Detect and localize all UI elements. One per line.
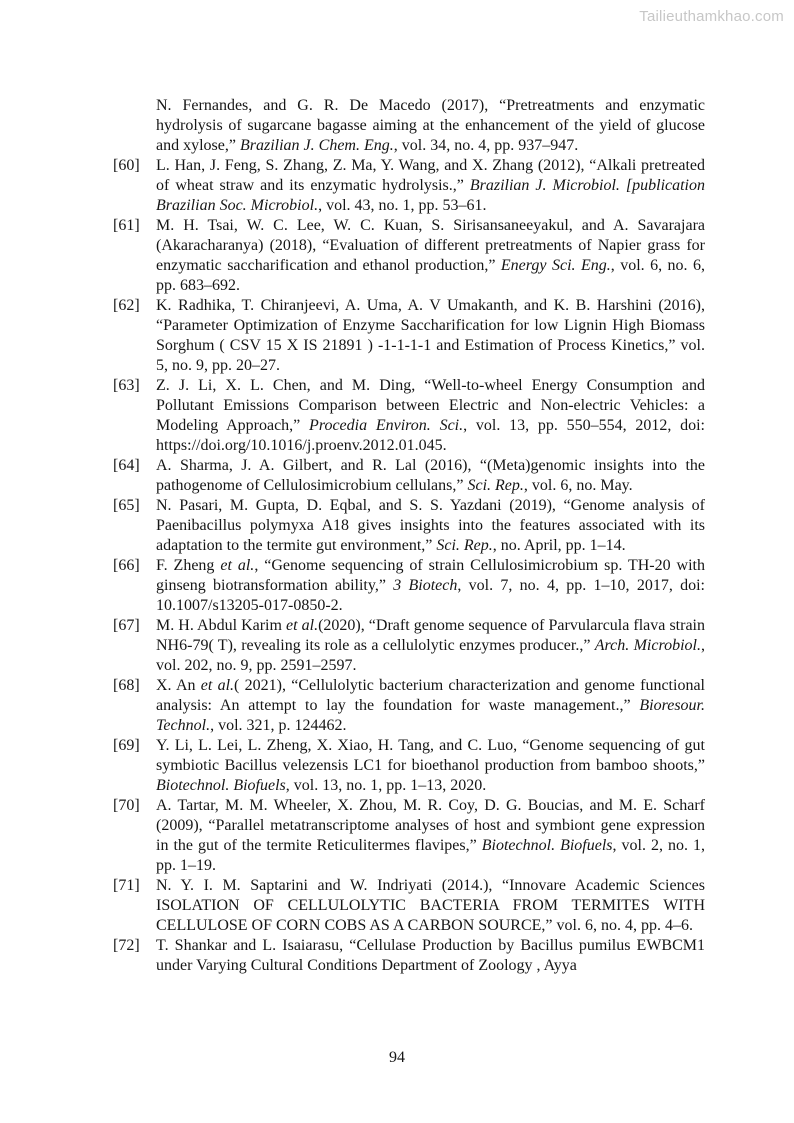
reference-item [113, 216, 705, 296]
reference-text [156, 97, 705, 154]
reference-segment: K. Radhika, T. Chiranjeevi, A. Uma, A. V Umakanth, and K. B. Harshini (2016), “Parameter Optimization of Enzyme Saccharification for low Lignin High Biomass Sorghum ( CSV 15 X IS 21891 ) -1-1-1-1 and Estimation of Process Kinetics,” vol. 5, no. 9, pp. 20–27. [156, 297, 705, 374]
reference-segment: , “Genome sequencing of strain Cellulosimicrobium sp. TH-20 with ginseng biotransformation ability,” [156, 557, 705, 594]
reference-segment: ( 2021), “Cellulolytic bacterium characterization and genome functional analysis: An attempt to lay the foundation for waste management.,” [156, 677, 705, 714]
references-list [113, 96, 705, 976]
reference-text [156, 157, 705, 214]
reference-segment: N. Pasari, M. Gupta, D. Eqbal, and S. S. Yazdani (2019), “Genome analysis of Paenibacillus polymyxa A18 gives insights into the features associated with its adaptation to the termite gut environment,” [156, 497, 705, 554]
reference-text [156, 617, 705, 674]
reference-number: [71] [113, 877, 140, 894]
reference-segment: , vol. 34, no. 4, pp. 937–947. [393, 137, 579, 154]
reference-segment-italic: 3 Biotech [393, 577, 458, 594]
reference-segment: , vol. 43, no. 1, pp. 53–61. [318, 197, 487, 214]
reference-segment: , vol. 6, no. 6, pp. 683–692. [156, 257, 706, 294]
reference-item [113, 876, 705, 936]
reference-item [113, 496, 705, 556]
reference-item [113, 456, 705, 496]
reference-segment: T. Shankar and L. Isaiarasu, “Cellulase Production by Bacillus pumilus EWBCM1 under Varying Cultural Conditions Department of Zoology , Ayya [156, 937, 705, 974]
reference-text [156, 557, 705, 614]
reference-segment-italic: Bioresour. Technol. [156, 697, 705, 734]
reference-text [156, 457, 705, 494]
reference-segment-italic: et al. [220, 557, 255, 574]
reference-segment: N. Y. I. M. Saptarini and W. Indriyati (2014.), “Innovare Academic Sciences ISOLATION OF CELLULOLYTIC BACTERIA FROM TERMITES WITH CELLULOSE OF CORN COBS AS A CARBON SOURCE,” vol. 6, no. 4, pp. 4–6. [156, 877, 705, 934]
reference-segment: , vol. 321, p. 124462. [210, 717, 347, 734]
reference-segment-italic: Procedia Environ. Sci. [309, 417, 464, 434]
reference-text [156, 217, 705, 294]
reference-segment-italic: Energy Sci. Eng. [500, 257, 611, 274]
reference-segment: , no. April, pp. 1–14. [492, 537, 626, 554]
reference-number: [65] [113, 497, 140, 514]
reference-number: [68] [113, 677, 140, 694]
reference-text [156, 737, 705, 794]
reference-number: [70] [113, 797, 140, 814]
reference-item [113, 736, 705, 796]
reference-segment-italic: Brazilian J. Chem. Eng. [239, 137, 394, 154]
reference-item [113, 296, 705, 376]
reference-segment-italic: Biotechnol. Biofuels [156, 777, 286, 794]
reference-item [113, 156, 705, 216]
reference-text [156, 937, 705, 974]
reference-segment: , vol. 13, pp. 550–554, 2012, doi: https://doi.org/10.1016/j.proenv.2012.01.045. [156, 417, 705, 454]
reference-item [113, 616, 705, 676]
reference-segment: N. Fernandes, and G. R. De Macedo (2017), “Pretreatments and enzymatic hydrolysis of sugarcane bagasse aiming at the enhancement of the yield of glucose and xylose,” [156, 97, 705, 154]
reference-number: [67] [113, 617, 140, 634]
reference-segment: L. Han, J. Feng, S. Zhang, Z. Ma, Y. Wang, and X. Zhang (2012), “Alkali pretreated of wheat straw and its enzymatic hydrolysis.,” [156, 157, 705, 194]
reference-item [113, 796, 705, 876]
reference-item [113, 96, 705, 156]
reference-segment-italic: Sci. Rep. [467, 477, 524, 494]
reference-segment-italic: et al. [200, 677, 235, 694]
watermark: Tailieuthamkhao.com [639, 8, 784, 25]
reference-number: [64] [113, 457, 140, 474]
reference-item [113, 556, 705, 616]
reference-number: [62] [113, 297, 140, 314]
reference-segment: Y. Li, L. Lei, L. Zheng, X. Xiao, H. Tang, and C. Luo, “Genome sequencing of gut symbiotic Bacillus velezensis LC1 for bioethanol production from bamboo shoots,” [156, 737, 705, 774]
reference-segment-italic: Sci. Rep. [436, 537, 493, 554]
reference-number: [66] [113, 557, 140, 574]
reference-segment: M. H. Tsai, W. C. Lee, W. C. Kuan, S. Sirisansaneeyakul, and A. Savarajara (Akaracharanya) (2018), “Evaluation of different pretreatments of Napier grass for enzymatic saccharification and ethanol production,” [156, 217, 705, 274]
reference-item [113, 936, 705, 976]
reference-segment: A. Tartar, M. M. Wheeler, X. Zhou, M. R. Coy, D. G. Boucias, and M. E. Scharf (2009), “Parallel metatranscriptome analyses of host and symbiont gene expression in the gut of the termite Reticulitermes flavipes,” [156, 797, 705, 854]
reference-segment-italic: et al. [286, 617, 319, 634]
reference-segment: , vol. 7, no. 4, pp. 1–10, 2017, doi: 10.1007/s13205-017-0850-2. [156, 577, 705, 614]
reference-segment-italic: Biotechnol. Biofuels [481, 837, 613, 854]
reference-segment: , vol. 202, no. 9, pp. 2591–2597. [156, 637, 705, 674]
reference-segment: X. An [156, 677, 201, 694]
reference-segment-italic: Arch. Microbiol. [594, 637, 701, 654]
reference-text [156, 497, 705, 554]
reference-segment: , vol. 2, no. 1, pp. 1–19. [156, 837, 705, 874]
reference-segment: , vol. 13, no. 1, pp. 1–13, 2020. [285, 777, 487, 794]
reference-text [156, 377, 705, 454]
reference-text [156, 297, 705, 374]
reference-segment: (2020), “Draft genome sequence of Parvularcula flava strain NH6-79( T), revealing its role as a cellulolytic enzymes producer.,” [156, 617, 705, 654]
reference-segment: F. Zheng [156, 557, 221, 574]
reference-item [113, 676, 705, 736]
reference-number: [63] [113, 377, 140, 394]
page-number: 94 [389, 1049, 405, 1066]
reference-segment-italic: Brazilian J. Microbiol. [publication Brazilian Soc. Microbiol. [156, 177, 706, 214]
reference-text [156, 877, 705, 934]
reference-segment: M. H. Abdul Karim [156, 617, 287, 634]
reference-segment: Z. J. Li, X. L. Chen, and M. Ding, “Well-to-wheel Energy Consumption and Pollutant Emissions Comparison between Electric and Non-electric Vehicles: a Modeling Approach,” [156, 377, 705, 434]
reference-number: [72] [113, 937, 140, 954]
reference-item [113, 376, 705, 456]
reference-segment: A. Sharma, J. A. Gilbert, and R. Lal (2016), “(Meta)genomic insights into the pathogenome of Cellulosimicrobium cellulans,” [156, 457, 705, 494]
reference-number: [60] [113, 157, 140, 174]
reference-number: [69] [113, 737, 140, 754]
reference-number: [61] [113, 217, 140, 234]
reference-text [156, 677, 705, 734]
reference-text [156, 797, 705, 874]
reference-segment: , vol. 6, no. May. [523, 477, 633, 494]
